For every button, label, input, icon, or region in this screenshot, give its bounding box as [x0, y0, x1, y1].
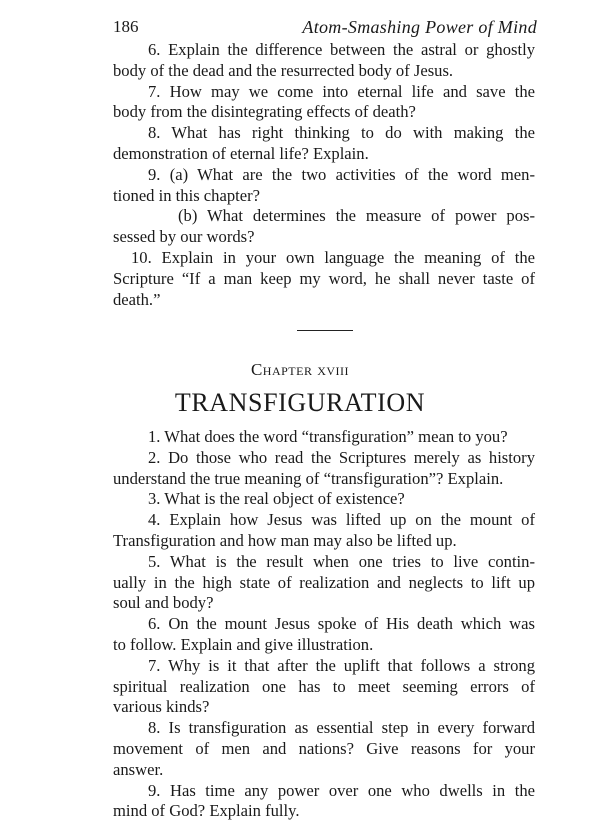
text-line: Transfiguration and how man may also be lifted up. — [113, 530, 457, 550]
text-line: Scripture “If a man keep my word, he shall never taste of — [113, 268, 535, 288]
question-paragraph — [113, 448, 535, 490]
running-title: Atom-Smashing Power of Mind — [302, 17, 537, 37]
question-paragraph — [113, 40, 535, 82]
text-line: 8. What has right thinking to do with making the — [148, 123, 535, 143]
text-line: 6. On the mount Jesus spoke of His death which was — [148, 614, 535, 634]
text-line: sessed by our words? — [113, 227, 255, 247]
question-paragraph — [113, 552, 535, 614]
question-paragraph — [113, 781, 535, 822]
question-list-previous-chapter — [113, 40, 535, 310]
question-paragraph — [113, 248, 535, 310]
question-paragraph — [113, 123, 535, 165]
question-paragraph — [113, 82, 535, 124]
text-line: (b) What determines the measure of power pos- — [178, 206, 535, 226]
text-line: 1. What does the word “transfiguration” mean to you? — [148, 427, 508, 446]
question-paragraph — [113, 510, 535, 552]
chapter-label: Chapter xviii — [250, 360, 350, 379]
page-number: 186 — [113, 17, 139, 36]
text-line: soul and body? — [113, 593, 214, 613]
text-line: spiritual realization one has to meet seeming errors of — [113, 676, 535, 696]
text-line: 8. Is transfiguration as essential step in every forward — [148, 718, 535, 738]
text-line: ually in the high state of realization and neglects to lift up — [113, 572, 535, 592]
question-paragraph — [113, 614, 535, 656]
question-paragraph — [113, 427, 535, 448]
text-line: understand the true meaning of “transfiguration”? Explain. — [113, 468, 504, 488]
text-line: tioned in this chapter? — [113, 185, 260, 205]
text-line: 10. Explain in your own language the meaning of the — [131, 247, 535, 267]
text-line: body of the dead and the resurrected body of Jesus. — [113, 60, 454, 80]
text-line: various kinds? — [113, 697, 210, 717]
section-divider — [297, 330, 353, 331]
question-paragraph — [113, 165, 535, 207]
text-line: 5. What is the result when one tries to live contin- — [148, 551, 535, 571]
text-line: 2. Do those who read the Scriptures merely as history — [148, 447, 535, 467]
text-line: 9. (a) What are the two activities of the word men- — [148, 164, 535, 184]
question-paragraph — [113, 489, 535, 510]
question-paragraph — [113, 206, 535, 248]
text-line: body from the disintegrating effects of death? — [113, 102, 416, 122]
text-line: death.” — [113, 289, 161, 309]
text-line: 7. How may we come into eternal life and save the — [148, 81, 535, 101]
text-line: 3. What is the real object of existence? — [148, 489, 405, 509]
question-paragraph — [113, 718, 535, 780]
text-line: answer. — [113, 759, 164, 779]
text-line: 9. Has time any power over one who dwells in the — [148, 780, 535, 800]
text-line: demonstration of eternal life? Explain. — [113, 143, 369, 163]
text-line: 4. Explain how Jesus was lifted up on the mount of — [148, 510, 535, 530]
question-paragraph — [113, 656, 535, 718]
text-line: movement of men and nations? Give reasons for your — [113, 738, 535, 758]
text-line: mind of God? Explain fully. — [113, 801, 300, 821]
question-list-transfiguration — [113, 427, 535, 822]
chapter-title: TRANSFIGURATION — [174, 388, 426, 417]
text-line: 6. Explain the difference between the astral or ghostly — [148, 40, 535, 59]
text-line: to follow. Explain and give illustration. — [113, 634, 374, 654]
text-line: 7. Why is it that after the uplift that follows a strong — [148, 655, 535, 675]
